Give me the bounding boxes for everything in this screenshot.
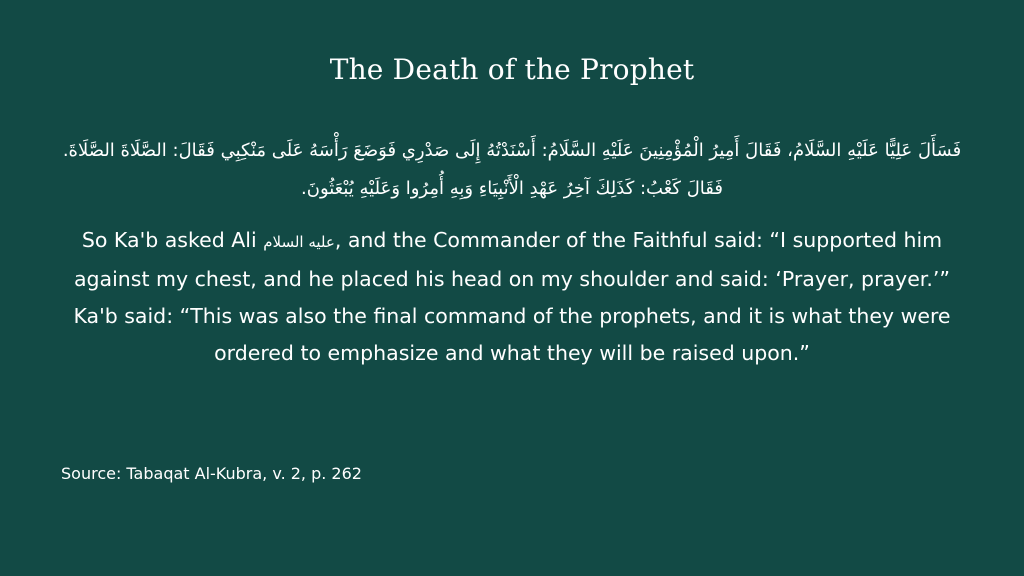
translation-part-1: So Ka'b asked Ali	[81, 228, 264, 252]
source-citation: Source: Tabaqat Al-Kubra, v. 2, p. 262	[61, 464, 362, 483]
translation-part-2: , and the Commander of the Faithful said: “I supported him against my chest, and he placed his head on my shoulder and said: ‘Prayer, prayer.’” Ka'b said: “This was also the final command of the prophets, and it is what they were ordered to emphasize and what they will be raised upon.”	[73, 228, 951, 365]
arabic-hadith-text: فَسَأَلَ عَلِيًّا عَلَيْهِ السَّلَامُ، فَقَالَ أَمِيرُ الْمُؤْمِنِينَ عَلَيْهِ السَّلَامُ: أَسْنَدْتُهُ إِلَى صَدْرِي فَوَضَعَ رَأْسَهُ عَلَى مَنْكِبِي فَقَالَ: الصَّلَاةَ الصَّلَاةَ. فَقَالَ كَعْبُ: كَذَلِكَ آخِرُ عَهْدِ الْأَنْبِيَاءِ وَبِهِ أُمِرُوا وَعَلَيْهِ يُبْعَثُونَ.	[62, 140, 962, 199]
slide-title: The Death of the Prophet	[329, 53, 695, 86]
honorific-arabic: عليه السلام	[263, 233, 335, 251]
english-translation	[52, 222, 972, 372]
